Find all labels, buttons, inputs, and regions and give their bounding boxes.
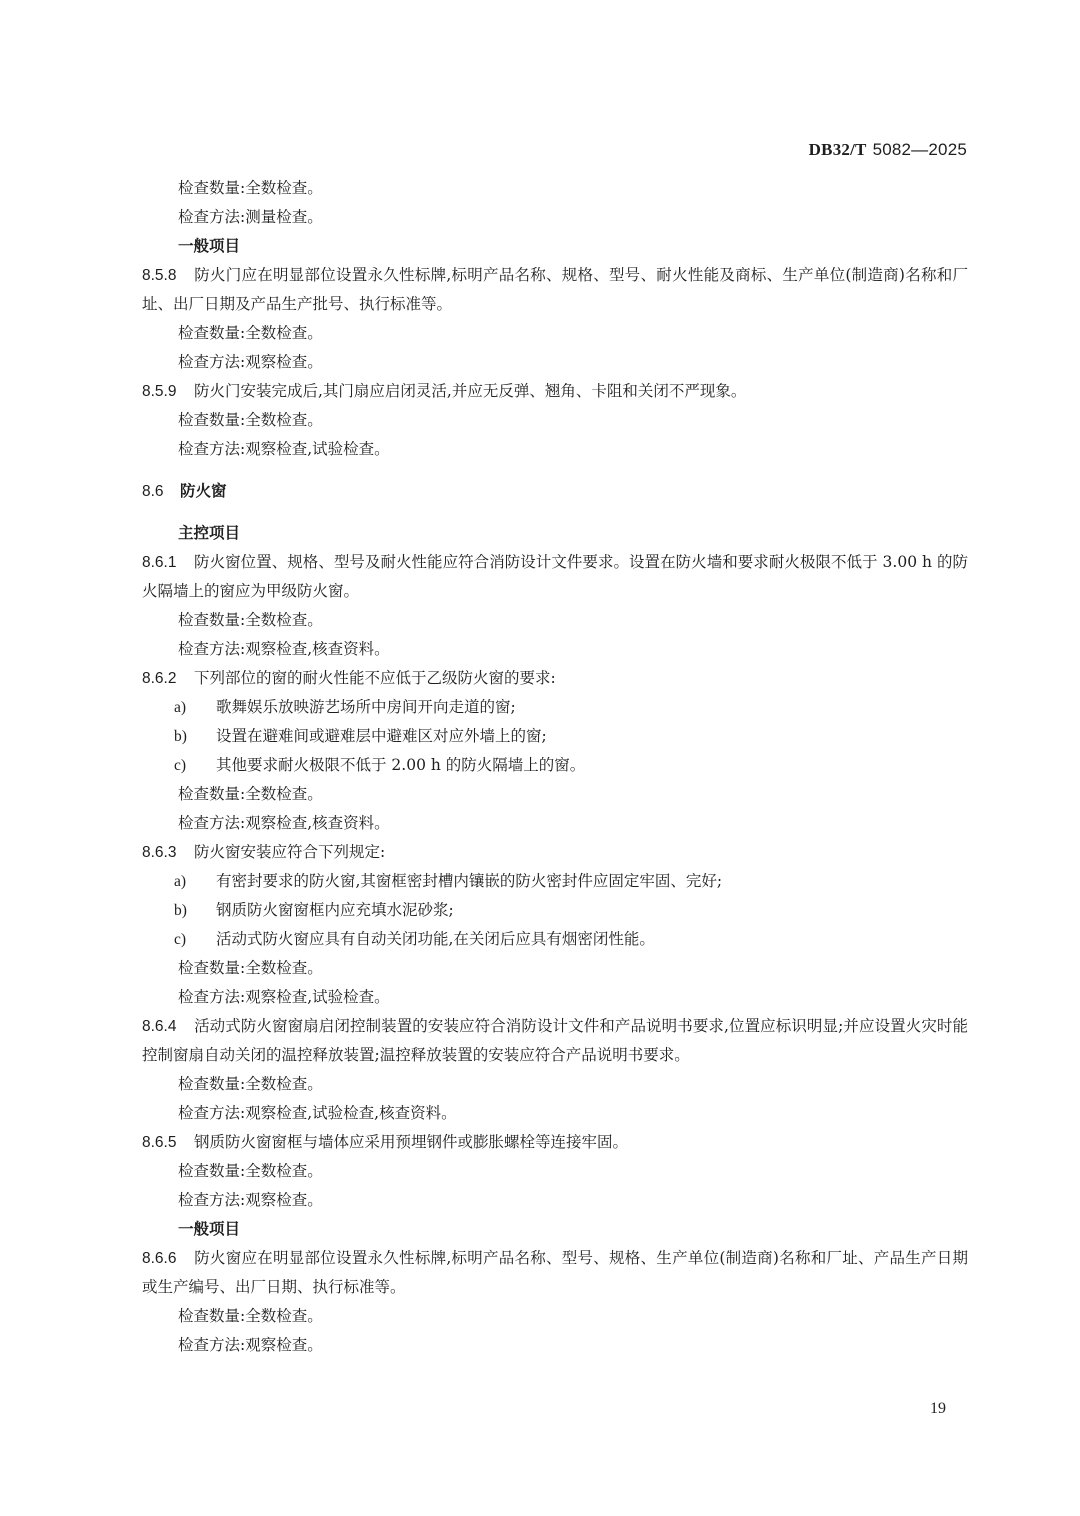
clause-number: 8.6.5 [142, 1134, 177, 1151]
clause-text: 防火门安装完成后,其门扇应启闭灵活,并应无反弹、翘角、卡阻和关闭不严现象。 [194, 382, 747, 400]
clause-8-6-2 [142, 664, 968, 693]
clause-text: 防火窗位置、规格、型号及耐火性能应符合消防设计文件要求。设置在防火墙和要求耐火极限不低于 3.00 h 的防火隔墙上的窗应为甲级防火窗。 [142, 553, 968, 600]
clause-number: 8.5.9 [142, 383, 177, 400]
standard-prefix: DB32/T [808, 140, 867, 159]
list-item [142, 693, 968, 722]
inspection-method: 检查方法:观察检查,核查资料。 [178, 814, 390, 832]
clause-8-5-9 [142, 377, 968, 406]
clause-text: 活动式防火窗窗扇启闭控制装置的安装应符合消防设计文件和产品说明书要求,位置应标识明显;并应设置火灾时能控制窗扇自动关闭的温控释放装置;温控释放装置的安装应符合产品说明书要求。 [142, 1017, 968, 1064]
list-item-text: 活动式防火窗应具有自动关闭功能,在关闭后应具有烟密闭性能。 [216, 930, 655, 948]
inspection-quantity: 检查数量:全数检查。 [178, 1307, 323, 1325]
clause-number: 8.6.1 [142, 554, 177, 571]
list-item-label: a) [174, 699, 187, 716]
inspection-method: 检查方法:观察检查,试验检查,核查资料。 [178, 1104, 457, 1122]
clause-text: 防火门应在明显部位设置永久性标牌,标明产品名称、规格、型号、耐火性能及商标、生产单位(制造商)名称和厂址、出厂日期及产品生产批号、执行标准等。 [142, 266, 968, 313]
list-item [142, 867, 968, 896]
clause-number: 8.5.8 [142, 267, 177, 284]
inspection-method: 检查方法:观察检查,核查资料。 [178, 640, 390, 658]
page-number: 19 [930, 1400, 946, 1417]
section-heading [142, 477, 968, 506]
list-item-text: 有密封要求的防火窗,其窗框密封槽内镶嵌的防火密封件应固定牢固、完好; [216, 872, 723, 890]
clause-8-6-3 [142, 838, 968, 867]
list-item-text: 设置在避难间或避难层中避难区对应外墙上的窗; [216, 727, 547, 745]
list-item [142, 896, 968, 925]
clause-8-6-5 [142, 1128, 968, 1157]
inspection-quantity: 检查数量:全数检查。 [178, 179, 323, 197]
list-item [142, 722, 968, 751]
list-item-text: 钢质防火窗窗框内应充填水泥砂浆; [216, 901, 454, 919]
section-number: 8.6 [142, 483, 164, 500]
clause-text: 防火窗安装应符合下列规定: [194, 843, 386, 861]
list-item [142, 751, 968, 780]
document-body [142, 174, 968, 1360]
clause-8-6-1 [142, 548, 968, 606]
inspection-method: 检查方法:观察检查,试验检查。 [178, 440, 390, 458]
list-item-label: c) [174, 931, 187, 948]
list-item-text: 歌舞娱乐放映游艺场所中房间开向走道的窗; [216, 698, 516, 716]
clause-number: 8.6.6 [142, 1250, 177, 1267]
inspection-quantity: 检查数量:全数检查。 [178, 411, 323, 429]
clause-8-6-6 [142, 1244, 968, 1302]
inspection-method: 检查方法:观察检查。 [178, 1336, 323, 1354]
clause-number: 8.6.3 [142, 844, 177, 861]
list-item-label: b) [174, 902, 187, 919]
main-items-heading: 主控项目 [178, 524, 241, 542]
inspection-quantity: 检查数量:全数检查。 [178, 959, 323, 977]
list-item [142, 925, 968, 954]
inspection-quantity: 检查数量:全数检查。 [178, 785, 323, 803]
general-items-heading: 一般项目 [178, 1220, 241, 1238]
inspection-method: 检查方法:观察检查。 [178, 353, 323, 371]
inspection-quantity: 检查数量:全数检查。 [178, 1162, 323, 1180]
inspection-quantity: 检查数量:全数检查。 [178, 611, 323, 629]
list-item-label: c) [174, 757, 187, 774]
standard-code-header [809, 140, 967, 160]
list-item-label: b) [174, 728, 187, 745]
inspection-quantity: 检查数量:全数检查。 [178, 324, 323, 342]
clause-text: 防火窗应在明显部位设置永久性标牌,标明产品名称、型号、规格、生产单位(制造商)名称和厂址、产品生产日期或生产编号、出厂日期、执行标准等。 [142, 1249, 968, 1296]
standard-number: 5082—2025 [872, 140, 967, 159]
section-title: 防火窗 [180, 482, 227, 500]
list-item-label: a) [174, 873, 187, 890]
inspection-method: 检查方法:测量检查。 [178, 208, 323, 226]
inspection-method: 检查方法:观察检查。 [178, 1191, 323, 1209]
clause-text: 钢质防火窗窗框与墙体应采用预埋钢件或膨胀螺栓等连接牢固。 [194, 1133, 629, 1151]
clause-number: 8.6.4 [142, 1018, 177, 1035]
list-item-text: 其他要求耐火极限不低于 2.00 h 的防火隔墙上的窗。 [216, 756, 586, 774]
clause-number: 8.6.2 [142, 670, 177, 687]
clause-8-6-4 [142, 1012, 968, 1070]
clause-8-5-8 [142, 261, 968, 319]
inspection-method: 检查方法:观察检查,试验检查。 [178, 988, 390, 1006]
clause-text: 下列部位的窗的耐火性能不应低于乙级防火窗的要求: [194, 669, 556, 687]
general-items-heading: 一般项目 [178, 237, 241, 255]
inspection-quantity: 检查数量:全数检查。 [178, 1075, 323, 1093]
